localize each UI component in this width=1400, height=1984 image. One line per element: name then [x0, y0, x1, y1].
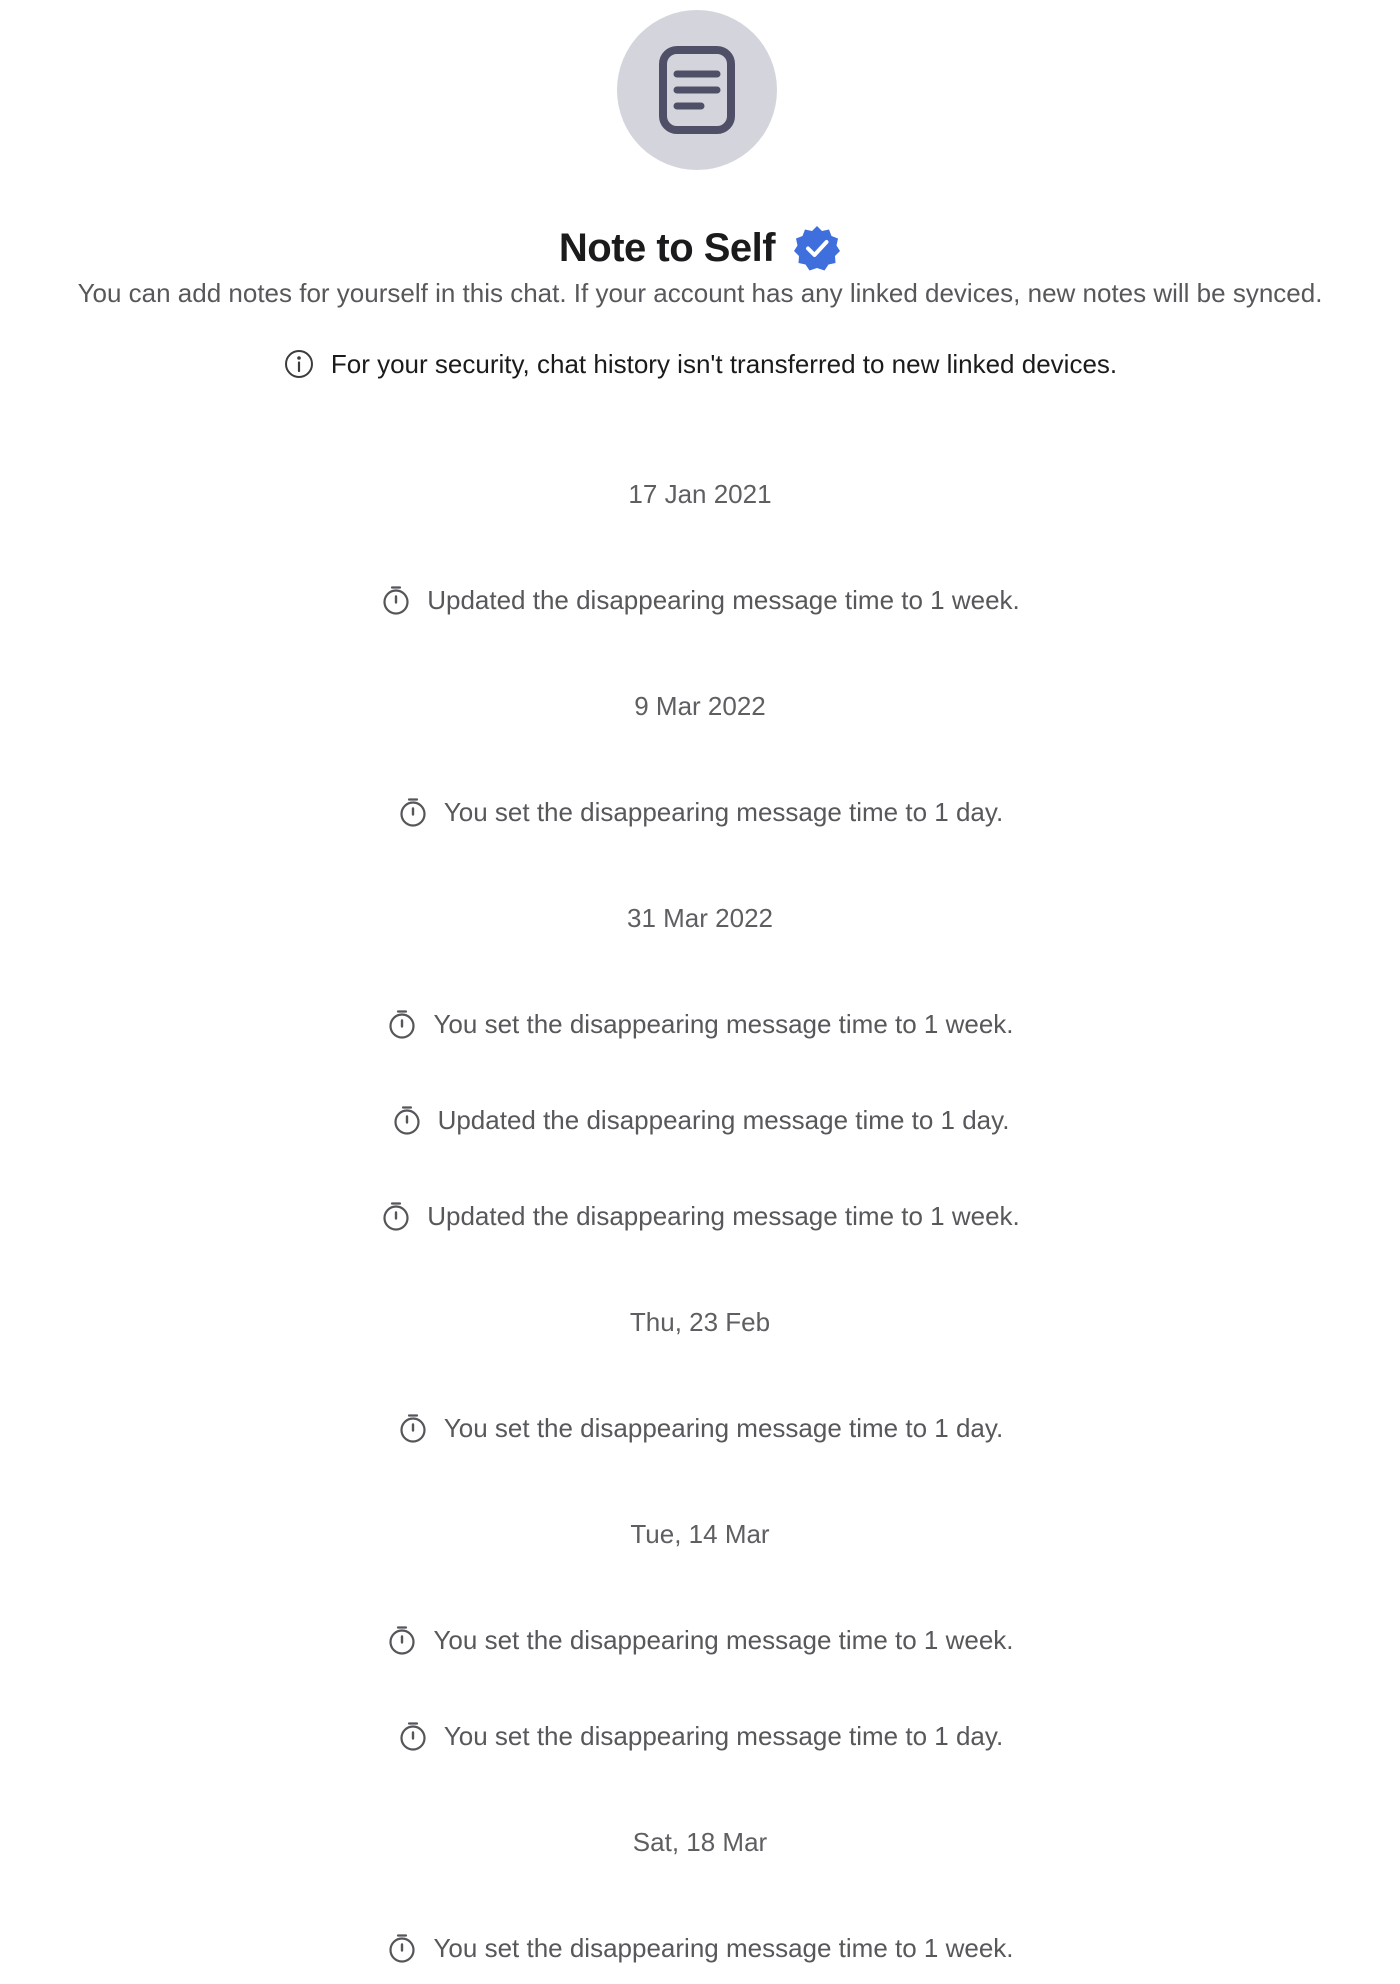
timeline-event: Updated the disappearing message time to 1 day. [0, 1100, 1400, 1140]
security-notice-text: For your security, chat history isn't transferred to new linked devices. [330, 348, 1118, 379]
info-icon [283, 348, 315, 380]
timer-icon [386, 1008, 418, 1040]
timeline-event: You set the disappearing message time to 1 week. [0, 1928, 1400, 1968]
date-separator: Tue, 14 Mar [630, 1518, 770, 1549]
timer-icon [380, 1200, 412, 1232]
timer-icon [386, 1624, 418, 1656]
timer-icon [386, 1932, 418, 1964]
title-row [0, 220, 1400, 276]
timeline-event: You set the disappearing message time to 1 day. [0, 1408, 1400, 1448]
timeline-event: You set the disappearing message time to 1 week. [0, 1004, 1400, 1044]
timer-icon [397, 1720, 429, 1752]
timeline-event: You set the disappearing message time to 1 day. [0, 1716, 1400, 1756]
security-notice [0, 344, 1400, 384]
date-separator: 31 Mar 2022 [627, 902, 773, 933]
timer-icon [397, 796, 429, 828]
date-separator: 9 Mar 2022 [634, 690, 766, 721]
timeline-event: Updated the disappearing message time to 1 week. [0, 580, 1400, 620]
timer-icon [380, 584, 412, 616]
timeline-event: You set the disappearing message time to 1 day. [0, 792, 1400, 832]
verified-badge-icon [793, 224, 841, 272]
timer-icon [397, 1412, 429, 1444]
chat-description: You can add notes for yourself in this chat. If your account has any linked devices, new notes will be synced. [77, 278, 1323, 308]
timeline-event: Updated the disappearing message time to 1 week. [0, 1196, 1400, 1236]
page-title: Note to Self [558, 225, 776, 270]
note-document-icon [657, 44, 737, 136]
date-separator: Thu, 23 Feb [629, 1306, 771, 1337]
date-separator: 17 Jan 2021 [628, 478, 772, 509]
timer-icon [391, 1104, 423, 1136]
avatar [617, 10, 777, 170]
date-separator: Sat, 18 Mar [632, 1826, 768, 1857]
timeline-event: You set the disappearing message time to 1 week. [0, 1620, 1400, 1660]
